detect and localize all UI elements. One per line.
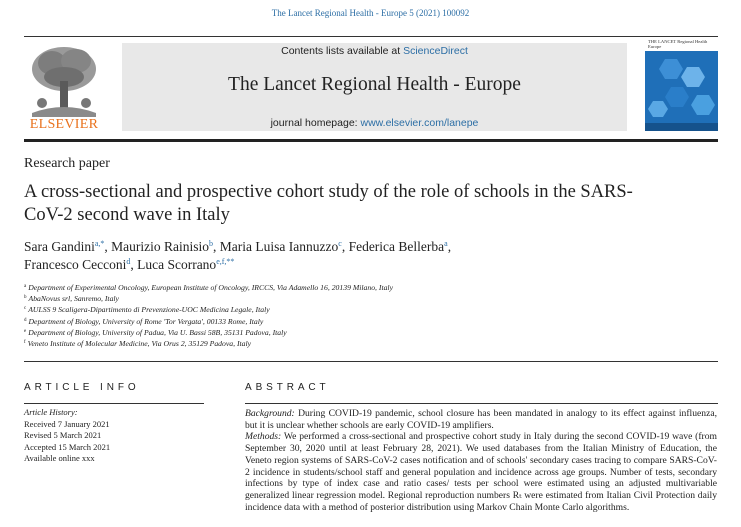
revised-date: Revised 5 March 2021 — [24, 430, 102, 440]
author[interactable]: Francesco Cecconi$^d$ — [24, 257, 131, 272]
abstract-body — [245, 408, 717, 513]
accepted-date: Accepted 15 March 2021 — [24, 441, 111, 452]
affiliation: $^e$ Department of Biology, University of Padua, Via U. Bassi 58B, 35131 Padova, Italy — [24, 327, 287, 337]
publisher-name: ELSEVIER — [29, 117, 99, 132]
top-divider — [24, 36, 718, 37]
publisher-logo — [24, 43, 104, 133]
author[interactable]: Luca Scorrano$^{e,f,**}$ — [137, 257, 235, 272]
affiliation: $^a$ Department of Experimental Oncology, European Institute of Oncology, IRCCS, Via Adamello 16, 20139 Milano, Italy — [24, 283, 393, 292]
cover-title: THE LANCET Regional Health Europe — [648, 39, 708, 49]
paper-title: A cross-sectional and prospective cohort study of the role of schools in the SARS-CoV-2 second wave in Italy — [24, 182, 633, 225]
sciencedirect-link[interactable]: ScienceDirect — [403, 45, 468, 57]
affiliation-list — [24, 282, 624, 349]
affiliation: $^b$ AbaNovus srl, Sanremo, Italy — [24, 294, 119, 304]
affiliation: $^f$ Veneto Institute of Molecular Medicine, Via Orus 2, 35129 Padova, Italy — [24, 339, 252, 349]
author[interactable]: Sara Gandini$^{a,*}$ — [24, 239, 105, 254]
author[interactable]: Federica Bellerba$^a$ — [348, 239, 448, 254]
journal-cover-icon — [645, 37, 718, 131]
article-info-heading: ARTICLE INFO — [24, 382, 140, 393]
history-label: Article History: — [24, 407, 78, 417]
affiliation: $^d$ Department of Biology, University of Rome 'Tor Vergata', 00133 Rome, Italy — [24, 316, 264, 326]
article-info-rule — [24, 403, 204, 404]
journal-reference[interactable]: The Lancet Regional Health - Europe 5 (2021) 100092 — [271, 8, 470, 18]
homepage-link[interactable]: www.elsevier.com/lanepe — [360, 117, 479, 129]
abstract-heading: ABSTRACT — [245, 382, 330, 393]
section-divider — [24, 361, 718, 362]
abstract-methods: Methods: We performed a cross-sectional and prospective cohort study in Italy during the second COVID-19 wave (from September 30, 2020 until at least February 28, 2021). We used databases from the Italian Ministry of Education, the Veneto region systems of SARS-CoV-2 cases notification and of schools' secondary cases tracing to compare SARS-CoV-2 incidence in students/school staff and general population and incidence across age groups. Number of tests, secondary infections by type of index case and ratio cases/ tests per school were estimated using an adjusted multivariable generalized linear regression model. Regional reproduction numbers Rₜ were estimated from Italian Civil Protection daily incidence data with a method of posterior distribution using Markov Chain Monte Carlo algorithms. — [245, 431, 717, 513]
journal-cover[interactable] — [645, 37, 718, 131]
online-date: Available online xxx — [24, 453, 95, 463]
paper-type: Research paper — [24, 156, 110, 171]
author[interactable]: Maria Luisa Iannuzzo$^c$ — [219, 239, 342, 254]
homepage-prefix: journal homepage: — [270, 117, 361, 129]
homepage-line — [122, 117, 627, 129]
header-rule — [24, 139, 718, 142]
abstract-background: Background: During COVID-19 pandemic, school closure has been mandated in analogy to its effect against influenza, but it is unclear whether schools are early COVID-19 amplifiers. — [245, 408, 717, 431]
author[interactable]: Maurizio Rainisio$^b$ — [111, 239, 214, 254]
journal-title: The Lancet Regional Health - Europe — [228, 74, 521, 95]
elsevier-tree-icon — [24, 43, 104, 117]
article-history — [24, 407, 204, 465]
author-list: Sara Gandini$^{a,*}$, Maurizio Rainisio$^b$, Maria Luisa Iannuzzo$^c$, Federica Bellerba$^a$, Francesco Cecconi$^d$, Luca Scorrano$^{e,f,**}$ — [24, 239, 452, 272]
affiliation: $^c$ AULSS 9 Scaligera-Dipartimento di Prevenzione-UOC Medicina Legale, Italy — [24, 305, 270, 315]
contents-line — [122, 45, 627, 57]
contents-prefix: Contents lists available at — [281, 45, 404, 57]
received-date: Received 7 January 2021 — [24, 418, 110, 429]
abstract-rule — [245, 403, 718, 404]
journal-banner — [122, 43, 627, 131]
